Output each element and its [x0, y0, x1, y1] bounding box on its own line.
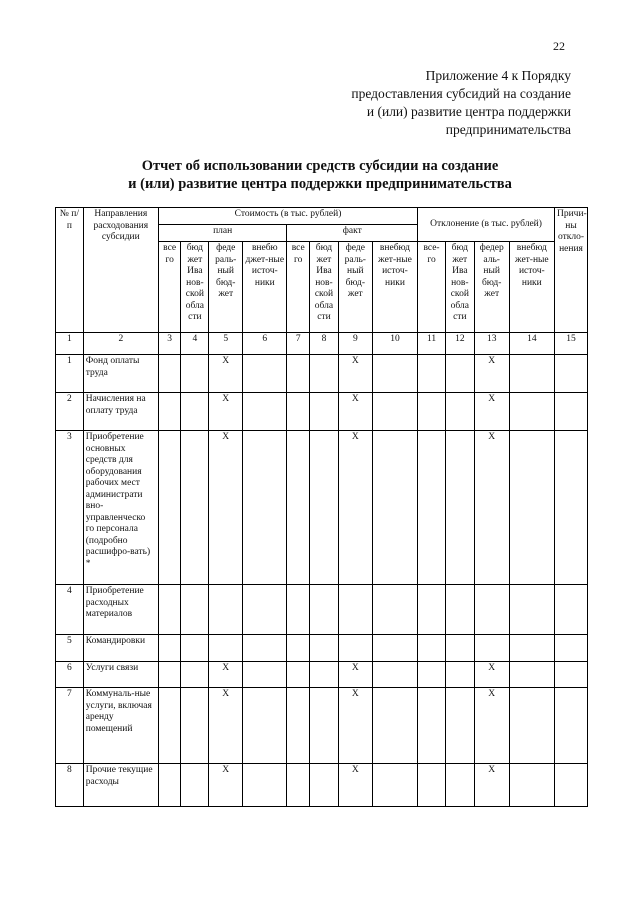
x-mark-cell: X: [209, 662, 243, 688]
x-mark-cell: X: [474, 431, 509, 585]
empty-cell: [243, 662, 287, 688]
empty-cell: [287, 764, 310, 807]
empty-cell: [287, 688, 310, 764]
header-dev-sub: внебюд жет-ные источ-ники: [509, 242, 554, 333]
header-fact-sub: внебюд жет-ные источ-ники: [372, 242, 417, 333]
empty-cell: [372, 764, 417, 807]
table-row: [56, 635, 588, 662]
appendix-line: и (или) развитие центра поддержки: [366, 104, 571, 119]
header-cost: Стоимость (в тыс. рублей): [158, 208, 417, 225]
x-mark-cell: X: [474, 355, 509, 393]
empty-cell: [372, 393, 417, 431]
empty-cell: [554, 688, 587, 764]
empty-cell: [310, 393, 339, 431]
row-direction: Приобретение основных средств для оборудования рабочих мест администрати вно-управленческо го персонала (подробно расшифро-вать) *: [83, 431, 158, 585]
empty-cell: [372, 662, 417, 688]
column-number: 14: [509, 333, 554, 355]
header-dev-sub: бюд жет Ива нов-ской обла сти: [445, 242, 474, 333]
page-number: 22: [553, 39, 565, 53]
empty-cell: [181, 393, 209, 431]
empty-cell: [243, 635, 287, 662]
x-mark-cell: [338, 585, 372, 635]
empty-cell: [509, 635, 554, 662]
x-mark-cell: X: [474, 688, 509, 764]
x-mark-cell: X: [338, 662, 372, 688]
column-numbers: [56, 333, 588, 355]
empty-cell: [310, 764, 339, 807]
empty-cell: [181, 635, 209, 662]
empty-cell: [554, 635, 587, 662]
x-mark-cell: X: [338, 431, 372, 585]
column-number: 5: [209, 333, 243, 355]
title-line: и (или) развитие центра поддержки предпринимательства: [128, 176, 512, 192]
header-plan-sub: бюд жет Ива нов-ской обла сти: [181, 242, 209, 333]
empty-cell: [181, 585, 209, 635]
x-mark-cell: X: [474, 393, 509, 431]
empty-cell: [158, 585, 181, 635]
header-plan: план: [158, 225, 287, 242]
report-table: [55, 207, 588, 807]
empty-cell: [445, 764, 474, 807]
empty-cell: [418, 355, 446, 393]
empty-cell: [181, 355, 209, 393]
empty-cell: [418, 393, 446, 431]
x-mark-cell: [474, 585, 509, 635]
column-number: 3: [158, 333, 181, 355]
header-plan-sub: все го: [158, 242, 181, 333]
header-direction: Направления расходования субсидии: [83, 208, 158, 333]
empty-cell: [418, 662, 446, 688]
x-mark-cell: [209, 585, 243, 635]
x-mark-cell: X: [338, 393, 372, 431]
empty-cell: [181, 764, 209, 807]
empty-cell: [509, 585, 554, 635]
header-dev-sub: все-го: [418, 242, 446, 333]
header-deviation: Отклонение (в тыс. рублей): [418, 208, 555, 242]
empty-cell: [243, 585, 287, 635]
row-number: 5: [56, 635, 84, 662]
x-mark-cell: [474, 635, 509, 662]
empty-cell: [158, 355, 181, 393]
x-mark-cell: [209, 635, 243, 662]
empty-cell: [418, 635, 446, 662]
header-reasons: Причи-ны откло-нения: [554, 208, 587, 333]
empty-cell: [554, 662, 587, 688]
empty-cell: [181, 431, 209, 585]
column-number: 11: [418, 333, 446, 355]
empty-cell: [287, 393, 310, 431]
empty-cell: [554, 431, 587, 585]
empty-cell: [287, 635, 310, 662]
empty-cell: [372, 635, 417, 662]
empty-cell: [554, 355, 587, 393]
empty-cell: [310, 688, 339, 764]
title-line: Отчет об использовании средств субсидии на создание: [141, 158, 499, 174]
x-mark-cell: X: [209, 431, 243, 585]
column-number: 6: [243, 333, 287, 355]
empty-cell: [445, 688, 474, 764]
row-number: 3: [56, 431, 84, 585]
empty-cell: [287, 662, 310, 688]
empty-cell: [418, 764, 446, 807]
table-row: [56, 393, 588, 431]
empty-cell: [287, 355, 310, 393]
column-number: 7: [287, 333, 310, 355]
header-fact-sub: феде раль-ный бюд-жет: [338, 242, 372, 333]
empty-cell: [509, 393, 554, 431]
row-direction: Фонд оплаты труда: [83, 355, 158, 393]
header-num: № п/п: [56, 208, 84, 333]
empty-cell: [310, 355, 339, 393]
empty-cell: [158, 662, 181, 688]
document-title: [60, 157, 580, 193]
empty-cell: [509, 662, 554, 688]
table-row: [56, 585, 588, 635]
empty-cell: [418, 431, 446, 585]
empty-cell: [509, 355, 554, 393]
empty-cell: [243, 764, 287, 807]
empty-cell: [554, 393, 587, 431]
empty-cell: [372, 431, 417, 585]
row-direction: Начисления на оплату труда: [83, 393, 158, 431]
empty-cell: [418, 688, 446, 764]
column-number: 10: [372, 333, 417, 355]
appendix-line: предпринимательства: [445, 122, 571, 137]
appendix-line: Приложение 4 к Порядку: [425, 68, 571, 83]
row-direction: Приобретение расходных материалов: [83, 585, 158, 635]
appendix-line: предоставления субсидий на создание: [351, 86, 571, 101]
empty-cell: [287, 431, 310, 585]
empty-cell: [554, 764, 587, 807]
empty-cell: [310, 585, 339, 635]
row-number: 1: [56, 355, 84, 393]
x-mark-cell: X: [474, 764, 509, 807]
x-mark-cell: X: [209, 688, 243, 764]
appendix-note: [351, 67, 571, 139]
empty-cell: [509, 688, 554, 764]
header-plan-sub: феде раль-ный бюд-жет: [209, 242, 243, 333]
empty-cell: [445, 355, 474, 393]
x-mark-cell: X: [338, 355, 372, 393]
empty-cell: [445, 393, 474, 431]
header-fact: факт: [287, 225, 418, 242]
empty-cell: [445, 635, 474, 662]
empty-cell: [445, 431, 474, 585]
row-direction: Прочие текущие расходы: [83, 764, 158, 807]
empty-cell: [243, 355, 287, 393]
column-number: 9: [338, 333, 372, 355]
column-number: 12: [445, 333, 474, 355]
empty-cell: [181, 662, 209, 688]
column-number: 4: [181, 333, 209, 355]
table-row: [56, 431, 588, 585]
empty-cell: [158, 635, 181, 662]
empty-cell: [445, 662, 474, 688]
empty-cell: [158, 431, 181, 585]
row-direction: Услуги связи: [83, 662, 158, 688]
empty-cell: [509, 431, 554, 585]
empty-cell: [243, 393, 287, 431]
column-number: 8: [310, 333, 339, 355]
empty-cell: [372, 585, 417, 635]
empty-cell: [310, 431, 339, 585]
empty-cell: [181, 688, 209, 764]
row-number: 7: [56, 688, 84, 764]
empty-cell: [158, 393, 181, 431]
row-direction: Коммуналь-ные услуги, включая аренду помещений: [83, 688, 158, 764]
x-mark-cell: X: [209, 355, 243, 393]
table-row: [56, 764, 588, 807]
column-number: 2: [83, 333, 158, 355]
table-body: [56, 355, 588, 807]
empty-cell: [554, 585, 587, 635]
empty-cell: [509, 764, 554, 807]
table-row: [56, 355, 588, 393]
empty-cell: [310, 635, 339, 662]
x-mark-cell: X: [209, 393, 243, 431]
empty-cell: [418, 585, 446, 635]
header-dev-sub: федер аль-ный бюд-жет: [474, 242, 509, 333]
empty-cell: [158, 764, 181, 807]
table-row: [56, 688, 588, 764]
row-number: 8: [56, 764, 84, 807]
x-mark-cell: X: [338, 688, 372, 764]
empty-cell: [287, 585, 310, 635]
empty-cell: [158, 688, 181, 764]
empty-cell: [445, 585, 474, 635]
row-number: 4: [56, 585, 84, 635]
row-number: 2: [56, 393, 84, 431]
table-row: [56, 662, 588, 688]
empty-cell: [372, 688, 417, 764]
row-direction: Командировки: [83, 635, 158, 662]
x-mark-cell: X: [209, 764, 243, 807]
row-number: 6: [56, 662, 84, 688]
x-mark-cell: X: [474, 662, 509, 688]
empty-cell: [243, 431, 287, 585]
x-mark-cell: X: [338, 764, 372, 807]
header-fact-sub: бюд жет Ива нов-ской обла сти: [310, 242, 339, 333]
empty-cell: [243, 688, 287, 764]
empty-cell: [372, 355, 417, 393]
table-header: [56, 208, 588, 333]
empty-cell: [310, 662, 339, 688]
column-number: 15: [554, 333, 587, 355]
header-fact-sub: все го: [287, 242, 310, 333]
column-number: 1: [56, 333, 84, 355]
column-number: 13: [474, 333, 509, 355]
x-mark-cell: [338, 635, 372, 662]
header-plan-sub: внебю джет-ные источ-ники: [243, 242, 287, 333]
